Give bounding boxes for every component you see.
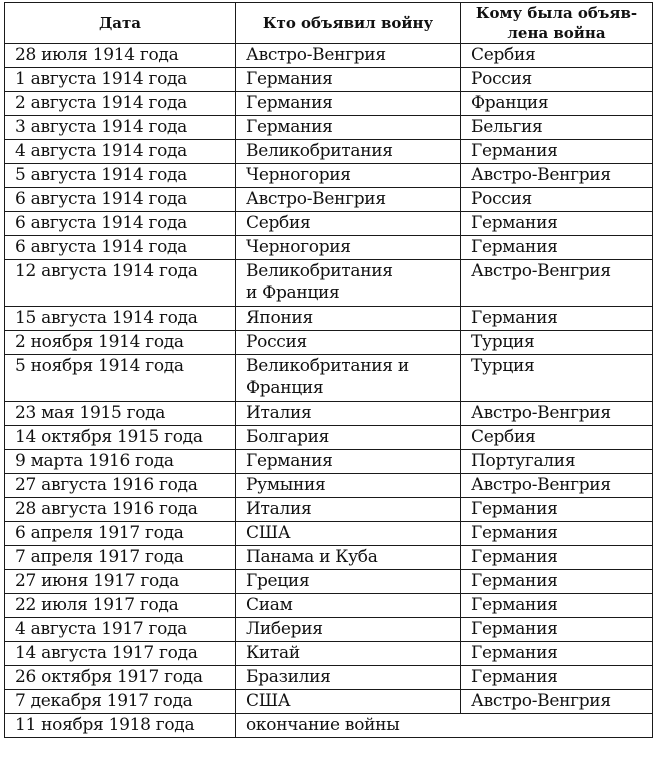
table-row	[5, 331, 653, 355]
header-date: Дата	[5, 3, 236, 44]
table-row	[5, 307, 653, 331]
cell-target: Германия	[461, 594, 653, 618]
cell-date: 28 июля 1914 года	[5, 44, 236, 68]
cell-date: 9 марта 1916 года	[5, 450, 236, 474]
cell-declarer: Сербия	[236, 212, 461, 236]
cell-date: 22 июля 1917 года	[5, 594, 236, 618]
table-row	[5, 188, 653, 212]
cell-date: 14 октября 1915 года	[5, 426, 236, 450]
table-row	[5, 546, 653, 570]
cell-date: 2 ноября 1914 года	[5, 331, 236, 355]
cell-declarer: Россия	[236, 331, 461, 355]
cell-declarer: Италия	[236, 402, 461, 426]
table-row	[5, 260, 653, 307]
cell-target: Австро-Венгрия	[461, 402, 653, 426]
war-declarations-table	[4, 2, 653, 738]
cell-date: 23 мая 1915 года	[5, 402, 236, 426]
cell-target: Германия	[461, 236, 653, 260]
header-row	[5, 3, 653, 44]
cell-target: Германия	[461, 570, 653, 594]
cell-declarer: Бразилия	[236, 666, 461, 690]
cell-date: 4 августа 1917 года	[5, 618, 236, 642]
cell-declarer: Германия	[236, 116, 461, 140]
table-row	[5, 116, 653, 140]
cell-declarer: Германия	[236, 68, 461, 92]
cell-target: Австро-Венгрия	[461, 164, 653, 188]
cell-target: Германия	[461, 546, 653, 570]
cell-target: Германия	[461, 212, 653, 236]
cell-date: 6 августа 1914 года	[5, 212, 236, 236]
header-target: Кому была объяв-лена война	[461, 3, 653, 44]
table-row	[5, 666, 653, 690]
cell-date: 14 августа 1917 года	[5, 642, 236, 666]
cell-declarer: Румыния	[236, 474, 461, 498]
cell-target: Бельгия	[461, 116, 653, 140]
table-row	[5, 68, 653, 92]
header-declarer: Кто объявил войну	[236, 3, 461, 44]
table-row	[5, 92, 653, 116]
cell-target: Австро-Венгрия	[461, 690, 653, 714]
table-row	[5, 164, 653, 188]
cell-target: Германия	[461, 140, 653, 164]
cell-date: 1 августа 1914 года	[5, 68, 236, 92]
cell-date: 27 июня 1917 года	[5, 570, 236, 594]
cell-date: 5 ноября 1914 года	[5, 355, 236, 402]
cell-declarer: США	[236, 522, 461, 546]
cell-date: 3 августа 1914 года	[5, 116, 236, 140]
cell-date: 2 августа 1914 года	[5, 92, 236, 116]
cell-date: 27 августа 1916 года	[5, 474, 236, 498]
cell-target: Австро-Венгрия	[461, 260, 653, 307]
cell-declarer: Австро-Венгрия	[236, 188, 461, 212]
table-row	[5, 426, 653, 450]
cell-declarer: Болгария	[236, 426, 461, 450]
cell-declarer: Черногория	[236, 236, 461, 260]
cell-date: 28 августа 1916 года	[5, 498, 236, 522]
table-row	[5, 355, 653, 402]
cell-target: Сербия	[461, 426, 653, 450]
final-row	[5, 714, 653, 738]
table-row	[5, 642, 653, 666]
cell-target: Сербия	[461, 44, 653, 68]
cell-declarer: Италия	[236, 498, 461, 522]
cell-target: Россия	[461, 188, 653, 212]
cell-declarer: Либерия	[236, 618, 461, 642]
table-row	[5, 44, 653, 68]
table-row	[5, 618, 653, 642]
cell-declarer: Германия	[236, 92, 461, 116]
cell-target: Германия	[461, 618, 653, 642]
cell-target: Германия	[461, 498, 653, 522]
cell-date: 12 августа 1914 года	[5, 260, 236, 307]
cell-declarer: Великобритания	[236, 140, 461, 164]
cell-target: Турция	[461, 331, 653, 355]
cell-date: 6 августа 1914 года	[5, 236, 236, 260]
table-row	[5, 570, 653, 594]
cell-declarer: США	[236, 690, 461, 714]
cell-declarer: Панама и Куба	[236, 546, 461, 570]
cell-declarer: Греция	[236, 570, 461, 594]
cell-target: Германия	[461, 642, 653, 666]
cell-declarer: Австро-Венгрия	[236, 44, 461, 68]
cell-declarer: Германия	[236, 450, 461, 474]
table-row	[5, 236, 653, 260]
cell-target: Германия	[461, 522, 653, 546]
table-row	[5, 212, 653, 236]
table-row	[5, 522, 653, 546]
cell-date: 11 ноября 1918 года	[5, 714, 236, 738]
cell-declarer: Великобритания и Франция	[236, 260, 461, 307]
cell-declarer: Сиам	[236, 594, 461, 618]
cell-target: Германия	[461, 666, 653, 690]
table-row	[5, 402, 653, 426]
cell-date: 6 августа 1914 года	[5, 188, 236, 212]
cell-target: Россия	[461, 68, 653, 92]
cell-declarer: Великобритания и Франция	[236, 355, 461, 402]
cell-declarer: Япония	[236, 307, 461, 331]
cell-war-end-note: окончание войны	[236, 714, 653, 738]
table-row	[5, 450, 653, 474]
cell-date: 7 апреля 1917 года	[5, 546, 236, 570]
table-row	[5, 474, 653, 498]
cell-target: Германия	[461, 307, 653, 331]
cell-target: Франция	[461, 92, 653, 116]
table-row	[5, 594, 653, 618]
cell-target: Португалия	[461, 450, 653, 474]
cell-date: 4 августа 1914 года	[5, 140, 236, 164]
cell-declarer: Китай	[236, 642, 461, 666]
cell-target: Турция	[461, 355, 653, 402]
cell-target: Австро-Венгрия	[461, 474, 653, 498]
cell-declarer: Черногория	[236, 164, 461, 188]
cell-date: 15 августа 1914 года	[5, 307, 236, 331]
cell-date: 26 октября 1917 года	[5, 666, 236, 690]
cell-date: 5 августа 1914 года	[5, 164, 236, 188]
table-row	[5, 498, 653, 522]
table-row	[5, 140, 653, 164]
document-page	[4, 2, 653, 738]
cell-date: 6 апреля 1917 года	[5, 522, 236, 546]
cell-date: 7 декабря 1917 года	[5, 690, 236, 714]
table-row	[5, 690, 653, 714]
